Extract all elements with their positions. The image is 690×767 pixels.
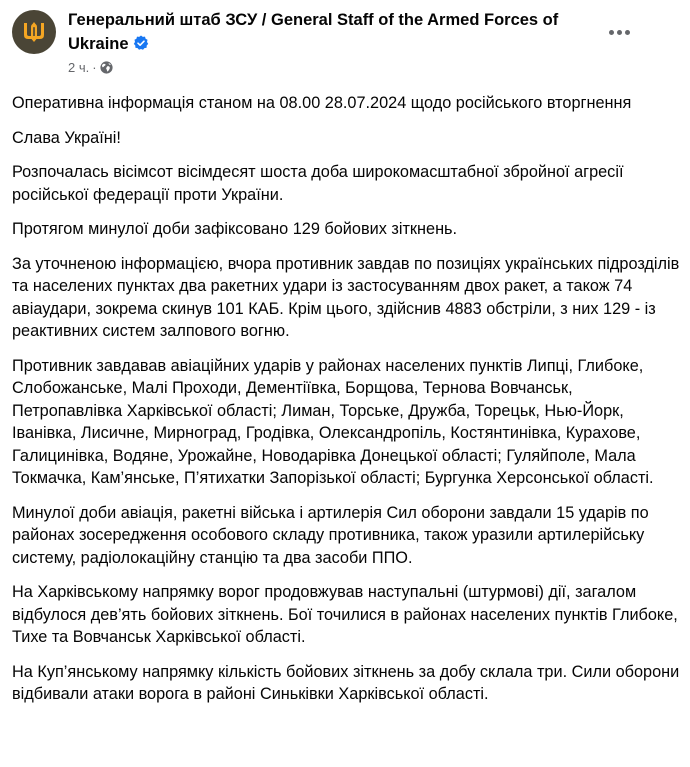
post-body [12, 92, 680, 718]
more-options-button[interactable] [604, 22, 634, 42]
author-name-text[interactable]: Генеральний штаб ЗСУ / General Staff of the Armed Forces of Ukraine [68, 11, 559, 53]
post-paragraph: Противник завдавав авіаційних ударів у районах населених пунктів Липці, Глибоке, Слобожанське, Малі Проходи, Дементіївка, Борщова, Тернова Вовчанськ, Петропавлівка Харківської області; Лиман, Торське, Дружба, Торецьк, Нью-Йорк, Іванівка, Лисичне, Мирноград, Гродівка, Олександропіль, Костянтинівка, Курахове, Галицинівка, Водяне, Урожайне, Новодарівка Донецької області; Гуляйполе, Мала Токмачка, Кам’янське, П’ятихатки Запорізької області; Бургунка Херсонської області. [12, 356, 654, 487]
post-paragraph: За уточненою інформацією, вчора противник завдав по позиціях українських підрозділів та населених пунктах два ракетних удари із застосуванням двох ракет, а також 74 авіаудари, зокрема скинув 101 КАБ. Крім цього, здійснив 4883 обстріли, з них 129 - із реактивних систем залпового вогню. [12, 254, 680, 340]
author-avatar[interactable] [12, 10, 56, 54]
author-name[interactable] [68, 8, 588, 56]
post-paragraph: На Куп’янському напрямку кількість бойових зіткнень за добу склала три. Сили оборони відбивали атаки ворога в районі Синьківки Харківської області. [12, 662, 680, 703]
verified-badge-icon [133, 35, 149, 51]
more-horizontal-icon-dot [609, 30, 614, 35]
post-paragraph: Розпочалась вісімсот вісімдесят шоста доба широкомасштабної збройної агресії російської федерації проти України. [12, 163, 624, 204]
more-horizontal-icon-dot [625, 30, 630, 35]
globe-icon[interactable] [100, 61, 113, 74]
post-header [0, 0, 690, 88]
trident-icon [23, 20, 45, 44]
post-paragraph: Слава Україні! [12, 128, 121, 147]
meta-separator: · [92, 60, 97, 75]
more-horizontal-icon-dot [617, 30, 622, 35]
post-paragraph: На Харківському напрямку ворог продовжував наступальні (штурмові) дії, загалом відбулося дев’ять бойових зіткнень. Бої точилися в районах населених пунктів Глибоке, Тихе та Вовчанськ Харківської області. [12, 583, 678, 646]
post-timestamp[interactable]: 2 ч. [68, 60, 90, 75]
post-paragraph: Оперативна інформація станом на 08.00 28.07.2024 щодо російського вторгнення [12, 94, 632, 112]
post-meta [68, 60, 113, 75]
post-paragraph: Протягом минулої доби зафіксовано 129 бойових зіткнень. [12, 220, 458, 238]
post-paragraph: Минулої доби авіація, ракетні війська і артилерія Сил оборони завдали 15 ударів по районах зосередження особового складу противника, також уразили артилерійську систему, радіолокаційну станцію та два засоби ППО. [12, 503, 649, 567]
